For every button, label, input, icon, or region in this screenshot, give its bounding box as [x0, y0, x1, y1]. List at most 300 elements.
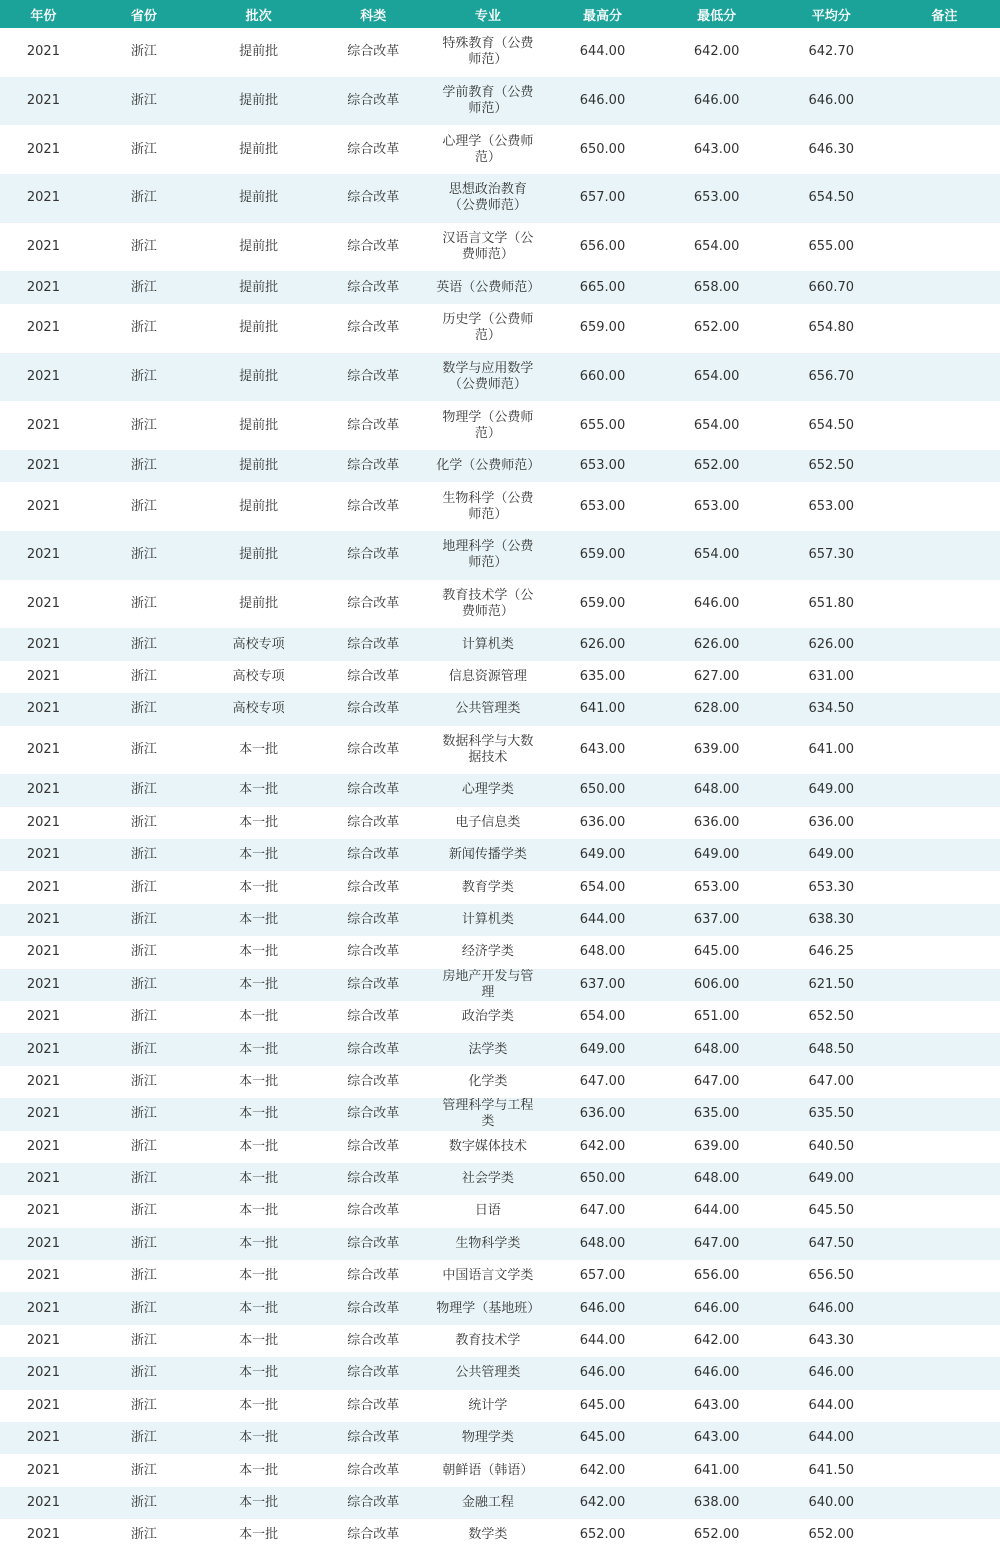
- cell-batch: 提前批: [239, 596, 279, 611]
- cell-province: 浙江: [130, 782, 157, 798]
- cell-max-score: 642.00: [579, 1462, 626, 1478]
- cell-major: 公共管理类: [455, 1365, 521, 1381]
- table-row: [0, 1033, 1000, 1065]
- cell-max-score: 660.00: [579, 368, 626, 384]
- cell-min-score: 654.00: [693, 239, 740, 255]
- cell-batch: 本一批: [239, 1430, 279, 1446]
- cell-province: 浙江: [130, 368, 157, 384]
- cell-note: [889, 77, 1000, 126]
- table-row: [0, 1454, 1000, 1486]
- cell-avg-score: 647.00: [808, 1073, 855, 1089]
- cell-category: 综合改革: [347, 1365, 400, 1381]
- cell-province: 浙江: [130, 1397, 157, 1413]
- cell-province: 浙江: [130, 1235, 157, 1251]
- cell-batch: 本一批: [239, 1235, 279, 1251]
- cell-year: 2021: [26, 1430, 60, 1446]
- cell-max-score: 646.00: [579, 1365, 626, 1381]
- cell-year: 2021: [26, 279, 60, 295]
- cell-avg-score: 653.30: [808, 879, 855, 895]
- cell-avg-score: 645.50: [808, 1203, 855, 1219]
- cell-note: [889, 531, 1000, 580]
- cell-province: 浙江: [130, 701, 157, 717]
- cell-max-score: 650.00: [579, 1171, 626, 1187]
- cell-max-score: 649.00: [579, 1041, 626, 1057]
- cell-batch: 提前批: [239, 458, 279, 474]
- cell-note: [889, 1292, 1000, 1324]
- cell-province: 浙江: [130, 547, 157, 563]
- cell-province: 浙江: [130, 498, 157, 514]
- cell-avg-score: 646.00: [808, 1365, 855, 1381]
- cell-major: 心理学类: [461, 782, 514, 798]
- cell-year: 2021: [26, 239, 60, 255]
- cell-min-score: 646.00: [693, 93, 740, 109]
- cell-province: 浙江: [130, 879, 157, 895]
- cell-province: 浙江: [130, 1138, 157, 1154]
- cell-province: 浙江: [130, 1268, 157, 1284]
- cell-year: 2021: [26, 1235, 60, 1251]
- cell-major: 历史学（公费师范）: [442, 312, 534, 344]
- cell-category: 综合改革: [347, 1171, 400, 1187]
- cell-note: [889, 174, 1000, 223]
- cell-min-score: 606.00: [693, 976, 740, 992]
- cell-min-score: 646.00: [693, 596, 740, 611]
- cell-year: 2021: [26, 417, 60, 433]
- cell-max-score: 644.00: [579, 44, 626, 60]
- cell-category: 综合改革: [347, 1462, 400, 1478]
- table-row: [0, 839, 1000, 871]
- table-row: [0, 482, 1000, 531]
- cell-province: 浙江: [130, 1430, 157, 1446]
- cell-category: 综合改革: [347, 1300, 400, 1316]
- cell-min-score: 654.00: [693, 547, 740, 563]
- cell-avg-score: 646.30: [808, 141, 855, 157]
- cell-avg-score: 655.00: [808, 239, 855, 255]
- cell-year: 2021: [26, 741, 60, 757]
- cell-category: 综合改革: [347, 320, 400, 336]
- cell-province: 浙江: [130, 596, 157, 611]
- cell-year: 2021: [26, 1138, 60, 1154]
- cell-province: 浙江: [130, 320, 157, 336]
- cell-avg-score: 652.50: [808, 1009, 855, 1025]
- cell-max-score: 657.00: [579, 1268, 626, 1284]
- cell-note: [889, 304, 1000, 353]
- cell-batch: 本一批: [239, 1397, 279, 1413]
- cell-avg-score: 653.00: [808, 498, 855, 514]
- table-row: [0, 1131, 1000, 1163]
- cell-max-score: 647.00: [579, 1203, 626, 1219]
- cell-major: 朝鲜语（韩语）: [442, 1462, 534, 1478]
- cell-batch: 提前批: [239, 239, 279, 255]
- cell-province: 浙江: [130, 1300, 157, 1316]
- cell-year: 2021: [26, 1041, 60, 1057]
- cell-max-score: 654.00: [579, 1009, 626, 1025]
- cell-note: [889, 1131, 1000, 1163]
- cell-avg-score: 651.80: [808, 596, 855, 611]
- cell-avg-score: 648.50: [808, 1041, 855, 1057]
- cell-batch: 本一批: [239, 1365, 279, 1381]
- cell-year: 2021: [26, 1009, 60, 1025]
- cell-category: 综合改革: [347, 279, 400, 295]
- cell-year: 2021: [26, 668, 60, 684]
- cell-min-score: 643.00: [693, 1430, 740, 1446]
- cell-province: 浙江: [130, 1041, 157, 1057]
- cell-max-score: 655.00: [579, 417, 626, 433]
- cell-year: 2021: [26, 190, 60, 206]
- cell-max-score: 626.00: [579, 636, 626, 652]
- cell-province: 浙江: [130, 976, 157, 992]
- cell-major: 教育学类: [461, 879, 514, 895]
- cell-note: [889, 1195, 1000, 1227]
- cell-major: 教育技术学: [455, 1333, 521, 1349]
- cell-year: 2021: [26, 976, 60, 992]
- table-row: [0, 693, 1000, 725]
- column-header-batch: 批次: [245, 8, 272, 24]
- cell-min-score: 636.00: [693, 814, 740, 830]
- cell-year: 2021: [26, 1300, 60, 1316]
- cell-max-score: 659.00: [579, 320, 626, 336]
- cell-category: 综合改革: [347, 741, 400, 757]
- table-row: [0, 580, 1000, 629]
- cell-avg-score: 641.50: [808, 1462, 855, 1478]
- table-header-row: [0, 0, 1000, 28]
- cell-province: 浙江: [130, 636, 157, 652]
- cell-province: 浙江: [130, 1171, 157, 1187]
- cell-major: 计算机类: [461, 636, 514, 652]
- cell-major: 金融工程: [461, 1494, 514, 1510]
- cell-year: 2021: [26, 1203, 60, 1219]
- cell-major: 统计学: [468, 1397, 508, 1413]
- column-header-year: 年份: [30, 8, 57, 24]
- cell-category: 综合改革: [347, 1430, 400, 1446]
- cell-batch: 提前批: [239, 417, 279, 433]
- cell-province: 浙江: [130, 944, 157, 960]
- cell-min-score: 646.00: [693, 1365, 740, 1381]
- cell-avg-score: 634.50: [808, 701, 855, 717]
- table-row: [0, 661, 1000, 693]
- cell-note: [889, 1001, 1000, 1033]
- cell-note: [889, 1325, 1000, 1357]
- cell-min-score: 638.00: [693, 1494, 740, 1510]
- cell-major: 特殊教育（公费师范）: [442, 36, 534, 68]
- column-header-note: 备注: [931, 8, 958, 24]
- cell-avg-score: 654.50: [808, 190, 855, 206]
- cell-category: 综合改革: [347, 93, 400, 109]
- cell-category: 综合改革: [347, 1138, 400, 1154]
- cell-max-score: 645.00: [579, 1430, 626, 1446]
- cell-major: 生物科学类: [455, 1235, 521, 1251]
- cell-note: [889, 1066, 1000, 1098]
- cell-avg-score: 649.00: [808, 1171, 855, 1187]
- cell-max-score: 647.00: [579, 1073, 626, 1089]
- cell-province: 浙江: [130, 44, 157, 60]
- cell-note: [889, 1390, 1000, 1422]
- cell-category: 综合改革: [347, 1333, 400, 1349]
- cell-min-score: 643.00: [693, 1397, 740, 1413]
- cell-min-score: 658.00: [693, 279, 740, 295]
- cell-note: [889, 125, 1000, 174]
- cell-major: 数学与应用数学（公费师范）: [442, 360, 534, 392]
- cell-max-score: 650.00: [579, 782, 626, 798]
- cell-max-score: 641.00: [579, 701, 626, 717]
- cell-avg-score: 654.50: [808, 417, 855, 433]
- cell-avg-score: 640.00: [808, 1494, 855, 1510]
- cell-note: [889, 1454, 1000, 1486]
- cell-major: 思想政治教育（公费师范）: [448, 182, 527, 214]
- cell-major: 学前教育（公费师范）: [442, 85, 534, 117]
- cell-category: 综合改革: [347, 668, 400, 684]
- cell-max-score: 656.00: [579, 239, 626, 255]
- table-row: [0, 304, 1000, 353]
- cell-category: 综合改革: [347, 141, 400, 157]
- table-row: [0, 174, 1000, 223]
- cell-batch: 本一批: [239, 782, 279, 798]
- table-row: [0, 1228, 1000, 1260]
- cell-batch: 本一批: [239, 1106, 279, 1122]
- cell-max-score: 637.00: [579, 976, 626, 992]
- cell-avg-score: 621.50: [808, 976, 855, 992]
- cell-category: 综合改革: [347, 879, 400, 895]
- cell-max-score: 642.00: [579, 1494, 626, 1510]
- cell-year: 2021: [26, 636, 60, 652]
- cell-year: 2021: [26, 847, 60, 863]
- cell-year: 2021: [26, 1462, 60, 1478]
- cell-province: 浙江: [130, 190, 157, 206]
- table-row: [0, 774, 1000, 806]
- cell-major: 物理学（基地班）: [436, 1300, 541, 1316]
- cell-category: 综合改革: [347, 1397, 400, 1413]
- cell-note: [889, 482, 1000, 531]
- cell-min-score: 648.00: [693, 782, 740, 798]
- cell-avg-score: 646.25: [808, 944, 855, 960]
- cell-major: 政治学类: [461, 1009, 514, 1025]
- cell-avg-score: 649.00: [808, 847, 855, 863]
- cell-batch: 本一批: [239, 1333, 279, 1349]
- cell-category: 综合改革: [347, 190, 400, 206]
- cell-avg-score: 640.50: [808, 1138, 855, 1154]
- cell-major: 经济学类: [461, 944, 514, 960]
- cell-major: 数据科学与大数据技术: [442, 733, 534, 765]
- cell-batch: 本一批: [239, 944, 279, 960]
- cell-note: [889, 223, 1000, 272]
- cell-year: 2021: [26, 547, 60, 563]
- cell-note: [889, 774, 1000, 806]
- cell-province: 浙江: [130, 1009, 157, 1025]
- cell-category: 综合改革: [347, 1235, 400, 1251]
- cell-note: [889, 28, 1000, 77]
- cell-avg-score: 660.70: [808, 279, 855, 295]
- cell-year: 2021: [26, 879, 60, 895]
- cell-max-score: 665.00: [579, 279, 626, 295]
- cell-category: 综合改革: [347, 44, 400, 60]
- cell-batch: 本一批: [239, 1138, 279, 1154]
- cell-category: 综合改革: [347, 636, 400, 652]
- cell-min-score: 647.00: [693, 1073, 740, 1089]
- cell-year: 2021: [26, 814, 60, 830]
- cell-province: 浙江: [130, 279, 157, 295]
- cell-province: 浙江: [130, 1462, 157, 1478]
- cell-min-score: 641.00: [693, 1462, 740, 1478]
- cell-note: [889, 904, 1000, 936]
- cell-province: 浙江: [130, 847, 157, 863]
- table-row: [0, 1098, 1000, 1130]
- cell-note: [889, 1357, 1000, 1389]
- cell-note: [889, 839, 1000, 871]
- cell-min-score: 644.00: [693, 1203, 740, 1219]
- cell-major: 数字媒体技术: [448, 1138, 527, 1154]
- cell-batch: 提前批: [239, 320, 279, 336]
- cell-category: 综合改革: [347, 701, 400, 717]
- cell-major: 物理学（公费师范）: [442, 409, 534, 441]
- table-row: [0, 450, 1000, 482]
- cell-year: 2021: [26, 141, 60, 157]
- cell-max-score: 643.00: [579, 741, 626, 757]
- cell-batch: 提前批: [239, 498, 279, 514]
- table-row: [0, 1001, 1000, 1033]
- cell-avg-score: 652.00: [808, 1527, 855, 1543]
- cell-category: 综合改革: [347, 814, 400, 830]
- cell-year: 2021: [26, 596, 60, 611]
- cell-batch: 高校专项: [232, 668, 285, 684]
- cell-major: 管理科学与工程类: [442, 1098, 534, 1130]
- cell-min-score: 643.00: [693, 141, 740, 157]
- table-row: [0, 223, 1000, 272]
- cell-min-score: 656.00: [693, 1268, 740, 1284]
- cell-avg-score: 635.50: [808, 1106, 855, 1122]
- cell-category: 综合改革: [347, 944, 400, 960]
- cell-major: 中国语言文学类: [442, 1268, 534, 1284]
- cell-note: [889, 969, 1000, 1001]
- cell-year: 2021: [26, 44, 60, 60]
- cell-major: 信息资源管理: [448, 668, 527, 684]
- cell-batch: 提前批: [239, 44, 279, 60]
- cell-category: 综合改革: [347, 458, 400, 474]
- cell-min-score: 652.00: [693, 1527, 740, 1543]
- cell-note: [889, 580, 1000, 629]
- cell-province: 浙江: [130, 911, 157, 927]
- cell-avg-score: 646.00: [808, 1300, 855, 1316]
- cell-min-score: 652.00: [693, 458, 740, 474]
- cell-note: [889, 1487, 1000, 1519]
- cell-min-score: 653.00: [693, 190, 740, 206]
- cell-max-score: 644.00: [579, 911, 626, 927]
- cell-category: 综合改革: [347, 596, 400, 611]
- cell-category: 综合改革: [347, 976, 400, 992]
- cell-year: 2021: [26, 782, 60, 798]
- cell-batch: 本一批: [239, 1041, 279, 1057]
- table-row: [0, 531, 1000, 580]
- cell-category: 综合改革: [347, 1494, 400, 1510]
- cell-note: [889, 1163, 1000, 1195]
- cell-year: 2021: [26, 1527, 60, 1543]
- cell-major: 地理科学（公费师范）: [442, 539, 534, 571]
- cell-province: 浙江: [130, 141, 157, 157]
- cell-province: 浙江: [130, 1203, 157, 1219]
- cell-province: 浙江: [130, 93, 157, 109]
- cell-max-score: 653.00: [579, 458, 626, 474]
- cell-min-score: 635.00: [693, 1106, 740, 1122]
- cell-year: 2021: [26, 1333, 60, 1349]
- cell-min-score: 648.00: [693, 1041, 740, 1057]
- cell-batch: 本一批: [239, 1171, 279, 1187]
- cell-max-score: 659.00: [579, 547, 626, 563]
- cell-avg-score: 656.50: [808, 1268, 855, 1284]
- cell-min-score: 653.00: [693, 498, 740, 514]
- cell-major: 化学（公费师范）: [436, 458, 541, 474]
- cell-avg-score: 656.70: [808, 368, 855, 384]
- table-row: [0, 353, 1000, 402]
- cell-year: 2021: [26, 1073, 60, 1089]
- cell-note: [889, 628, 1000, 660]
- cell-note: [889, 661, 1000, 693]
- column-header-max-score: 最高分: [582, 8, 622, 24]
- table-row: [0, 871, 1000, 903]
- cell-batch: 提前批: [239, 368, 279, 384]
- cell-max-score: 648.00: [579, 944, 626, 960]
- cell-province: 浙江: [130, 1365, 157, 1381]
- cell-min-score: 648.00: [693, 1171, 740, 1187]
- column-header-min-score: 最低分: [697, 8, 737, 24]
- cell-category: 综合改革: [347, 417, 400, 433]
- cell-major: 物理学类: [461, 1430, 514, 1446]
- cell-avg-score: 642.70: [808, 44, 855, 60]
- cell-max-score: 642.00: [579, 1138, 626, 1154]
- cell-max-score: 654.00: [579, 879, 626, 895]
- cell-year: 2021: [26, 320, 60, 336]
- table-row: [0, 1325, 1000, 1357]
- cell-min-score: 652.00: [693, 320, 740, 336]
- cell-category: 综合改革: [347, 1268, 400, 1284]
- cell-province: 浙江: [130, 1333, 157, 1349]
- cell-category: 综合改革: [347, 1203, 400, 1219]
- cell-category: 综合改革: [347, 498, 400, 514]
- cell-year: 2021: [26, 458, 60, 474]
- cell-major: 化学类: [468, 1073, 508, 1089]
- cell-min-score: 654.00: [693, 368, 740, 384]
- cell-province: 浙江: [130, 1106, 157, 1122]
- cell-batch: 高校专项: [232, 636, 285, 652]
- cell-province: 浙江: [130, 239, 157, 255]
- cell-major: 新闻传播学类: [448, 847, 527, 863]
- cell-min-score: 642.00: [693, 1333, 740, 1349]
- table-row: [0, 1260, 1000, 1292]
- cell-major: 心理学（公费师范）: [442, 133, 534, 165]
- cell-year: 2021: [26, 911, 60, 927]
- table-row: [0, 1195, 1000, 1227]
- cell-province: 浙江: [130, 1527, 157, 1543]
- table-body: [0, 28, 1000, 1552]
- cell-category: 综合改革: [347, 1041, 400, 1057]
- cell-batch: 本一批: [239, 741, 279, 757]
- cell-category: 综合改革: [347, 1527, 400, 1543]
- cell-min-score: 646.00: [693, 1300, 740, 1316]
- cell-year: 2021: [26, 701, 60, 717]
- cell-avg-score: 657.30: [808, 547, 855, 563]
- cell-avg-score: 643.30: [808, 1333, 855, 1349]
- cell-major: 社会学类: [461, 1171, 514, 1187]
- cell-province: 浙江: [130, 668, 157, 684]
- cell-year: 2021: [26, 368, 60, 384]
- table-row: [0, 969, 1000, 1001]
- cell-batch: 本一批: [239, 976, 279, 992]
- cell-min-score: 654.00: [693, 417, 740, 433]
- cell-note: [889, 353, 1000, 402]
- table-row: [0, 1390, 1000, 1422]
- table-row: [0, 271, 1000, 303]
- cell-avg-score: 644.00: [808, 1397, 855, 1413]
- cell-category: 综合改革: [347, 368, 400, 384]
- cell-min-score: 637.00: [693, 911, 740, 927]
- cell-year: 2021: [26, 944, 60, 960]
